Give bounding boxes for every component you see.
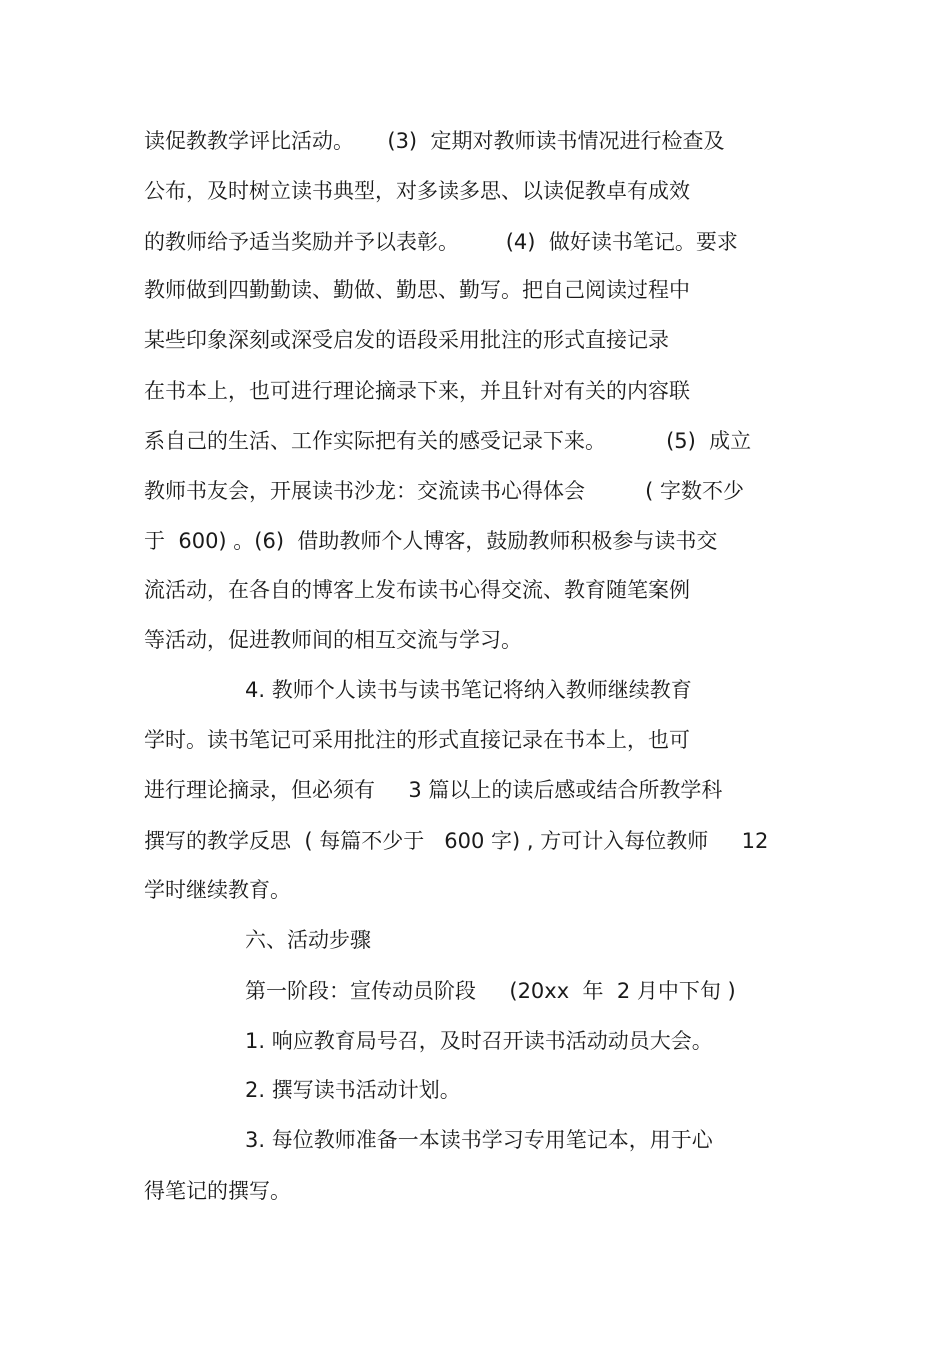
section-heading: 六、活动步骤 (245, 928, 371, 952)
list-item: 3. 每位教师准备一本读书学习专用笔记本，用于心 (245, 1128, 713, 1152)
paragraph-line: 的教师给予适当奖励并予以表彰。 (4) 做好读书笔记。要求 (144, 230, 738, 254)
paragraph-line: 流活动，在各自的博客上发布读书心得交流、教育随笔案例 (144, 578, 690, 602)
paragraph-line: 4. 教师个人读书与读书笔记将纳入教师继续教育 (245, 678, 692, 702)
paragraph-line: 于 600) 。(6) 借助教师个人博客，鼓励教师积极参与读书交 (144, 529, 718, 553)
paragraph-line: 等活动，促进教师间的相互交流与学习。 (144, 628, 522, 652)
paragraph-line: 撰写的教学反思 ( 每篇不少于 600 字) , 方可计入每位教师 12 (144, 829, 769, 853)
paragraph-line: 教师做到四勤勤读、勤做、勤思、勤写。把自己阅读过程中 (144, 278, 690, 302)
phase-heading: 第一阶段：宣传动员阶段 (20xx 年 2 月中下旬 ) (245, 979, 736, 1003)
paragraph-line: 在书本上，也可进行理论摘录下来，并且针对有关的内容联 (144, 379, 690, 403)
paragraph-line: 进行理论摘录，但必须有 3 篇以上的读后感或结合所教学科 (144, 778, 723, 802)
paragraph-line: 系自己的生活、工作实际把有关的感受记录下来。 (5) 成立 (144, 429, 752, 453)
paragraph-line: 得笔记的撰写。 (144, 1179, 291, 1203)
paragraph-line: 某些印象深刻或深受启发的语段采用批注的形式直接记录 (144, 328, 669, 352)
paragraph-line: 学时继续教育。 (144, 878, 291, 902)
paragraph-line: 学时。读书笔记可采用批注的形式直接记录在书本上，也可 (144, 728, 690, 752)
paragraph-line: 公布，及时树立读书典型，对多读多思、以读促教卓有成效 (144, 179, 690, 203)
list-item: 1. 响应教育局号召，及时召开读书活动动员大会。 (245, 1029, 713, 1053)
paragraph-line: 教师书友会，开展读书沙龙：交流读书心得体会 ( 字数不少 (144, 479, 744, 503)
paragraph-line: 读促教教学评比活动。 (3) 定期对教师读书情况进行检查及 (144, 129, 725, 153)
list-item: 2. 撰写读书活动计划。 (245, 1078, 461, 1102)
